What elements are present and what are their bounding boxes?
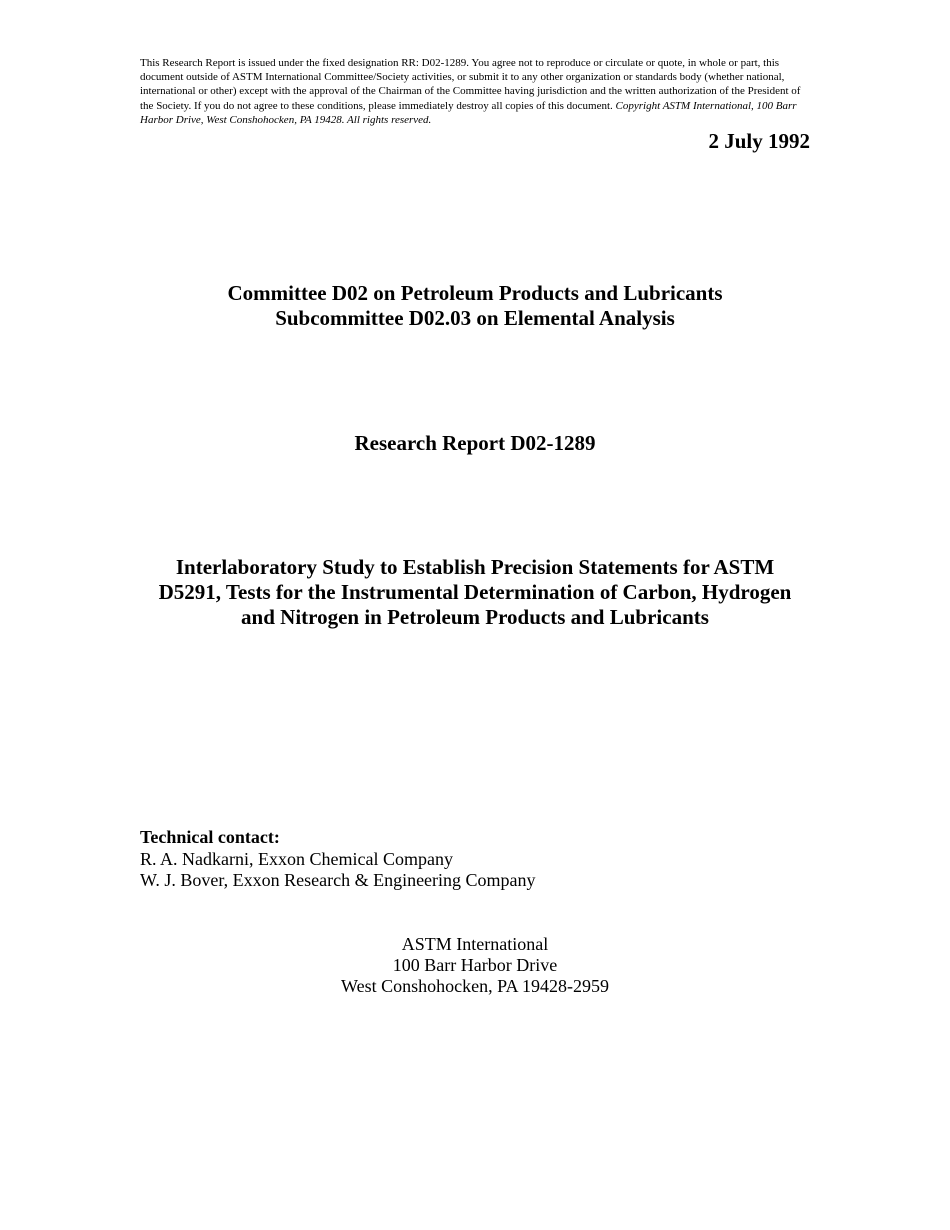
technical-contact-block xyxy=(140,827,536,892)
address-organization: ASTM International xyxy=(401,934,549,954)
contact-person: W. J. Bover, Exxon Research & Engineering Company xyxy=(140,870,536,890)
notice-copyright: Copyright ASTM International, 100 Barr Harbor Drive, West Conshohocken, PA 19428. All rights reserved. xyxy=(140,99,797,126)
study-title-line-1: Interlaboratory Study to Establish Precision Statements for ASTM xyxy=(175,555,775,579)
address-street: 100 Barr Harbor Drive xyxy=(392,955,558,975)
address-city: West Conshohocken, PA 19428-2959 xyxy=(341,976,609,996)
study-title-line-3: and Nitrogen in Petroleum Products and Lubricants xyxy=(241,605,709,629)
report-number: Research Report D02-1289 xyxy=(354,431,596,455)
technical-contact-heading: Technical contact: xyxy=(140,827,280,847)
contact-person: R. A. Nadkarni, Exxon Chemical Company xyxy=(140,848,453,869)
publisher-address xyxy=(0,934,950,997)
study-title-line-2: D5291, Tests for the Instrumental Determination of Carbon, Hydrogen xyxy=(158,580,792,604)
copyright-notice xyxy=(140,56,812,127)
subcommittee-name: Subcommittee D02.03 on Elemental Analysis xyxy=(275,306,675,330)
committee-block xyxy=(0,281,950,331)
study-title xyxy=(140,555,810,630)
committee-name: Committee D02 on Petroleum Products and Lubricants xyxy=(227,281,723,305)
notice-text: This Research Report is issued under the fixed designation RR: D02-1289. You agree not to reproduce or circulate or quote, in whole or part, this document outside of ASTM International Committee/Society activities, or submit it to any other organization or standards body (whether national, international or other) except with the approval of the Chairman of the Committee having jurisdiction and the written authorization of the President of the Society. If you do not agree to these conditions, please immediately destroy all copies of this document. xyxy=(140,57,801,112)
report-date: 2 July 1992 xyxy=(708,129,810,153)
